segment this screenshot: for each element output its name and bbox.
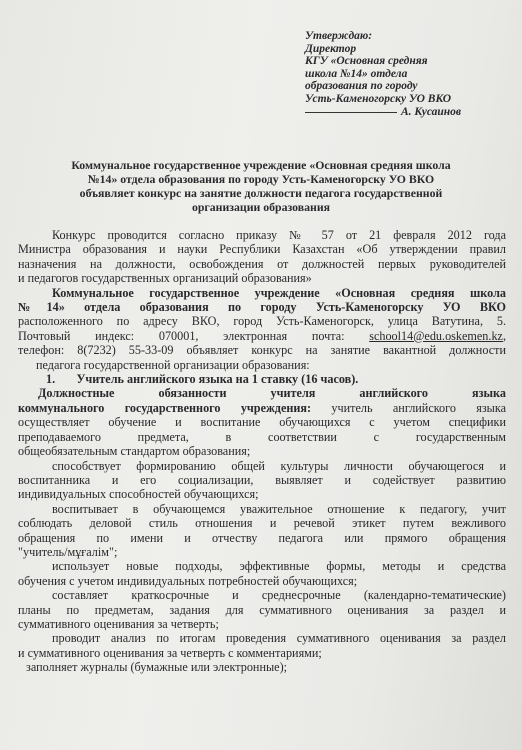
document-title bbox=[40, 158, 482, 214]
email-link[interactable]: school14@edu.oskemen.kz bbox=[369, 328, 503, 343]
approval-line: Утверждаю: bbox=[305, 30, 373, 42]
body-line: осуществляет обучение и воспитание обучающихся с учетом специфики bbox=[18, 415, 506, 430]
position-item: 1. Учитель английского языка на 1 ставку (16 часов). bbox=[46, 372, 359, 387]
body-line: Конкурс проводится согласно приказу № 57 от 21 февраля 2012 года bbox=[52, 228, 506, 242]
title-line: организации образования bbox=[191, 200, 331, 214]
body-line: обучения с учетом индивидуальных потребностей обучающихся; bbox=[18, 573, 358, 588]
body-line: индивидуальных способностей обучающихся; bbox=[18, 487, 259, 502]
body-line: проводит анализ по итогам проведения суммативного оценивания за раздел bbox=[52, 631, 506, 646]
approval-line: Усть-Каменогорску УО ВКО bbox=[305, 92, 452, 105]
body-line: №14» отдела образования по городу Усть-Каменогорску УО ВКО bbox=[18, 300, 506, 315]
duties-heading: Должностные обязанности учителя английского языка bbox=[38, 386, 506, 401]
signer-name: А. Кусаинов bbox=[401, 105, 462, 118]
duties-heading-bold: коммунального государственного учреждения: bbox=[18, 400, 312, 415]
signature-underline bbox=[305, 112, 397, 113]
body-line: телефон: 8(7232) 55-33-09 объявляет конкурс на занятие вакантной должности bbox=[18, 343, 506, 358]
body-line: педагога государственной организации образования: bbox=[36, 357, 310, 372]
title-line: объявляет конкурс на занятие должности педагога государственной bbox=[79, 186, 443, 200]
duties-heading-line bbox=[18, 401, 506, 415]
postal-text: Почтовый индекс: 070001, электронная почта: bbox=[18, 328, 370, 343]
title-line: №14» отдела образования по городу Усть-Каменогорску УО ВКО bbox=[87, 172, 435, 186]
body-line: Министра образования и науки Республики Казахстан «Об утверждении правил bbox=[18, 242, 506, 257]
approval-block bbox=[305, 30, 515, 118]
body-line: воспитывает в обучающемся уважительное отношение к педагогу, учит bbox=[52, 501, 506, 516]
body-line: Коммунальное государственное учреждение «Основная средняя школа bbox=[52, 285, 506, 300]
body-line: и суммативного оценивания за четверть с комментариями; bbox=[18, 645, 322, 660]
duties-heading-rest: учитель английского языка bbox=[311, 400, 507, 415]
body-line: способствует формированию общей культуры личности обучающегося и bbox=[52, 458, 506, 473]
title-line: Коммунальное государственное учреждение «Основная средняя школа bbox=[71, 158, 451, 172]
signature-line bbox=[305, 106, 515, 119]
body-line: назначения на должности, освобождения от должностей первых руководителей bbox=[18, 256, 506, 271]
document-body bbox=[18, 228, 506, 675]
body-line: расположенного по адресу ВКО, город Усть-Каменогорск, улица Ватутина, 5. bbox=[18, 314, 506, 329]
body-line: воспитанника и его социализации, выявляет и содействует развитию bbox=[18, 472, 506, 487]
body-line: суммативного оценивания за четверть; bbox=[18, 616, 219, 631]
body-line: использует новые подходы, эффективные формы, методы и средства bbox=[52, 559, 506, 574]
approval-line: школа №14» отдела bbox=[305, 67, 408, 80]
body-line: обращения по имени и отчеству педагога или прямого обращения bbox=[18, 530, 506, 545]
body-line: планы по предметам, задания для суммативного оценивания за раздел и bbox=[18, 602, 506, 617]
approval-line: КГУ «Основная средняя bbox=[305, 55, 428, 68]
body-line: составляет краткосрочные и среднесрочные (календарно-тематические) bbox=[52, 588, 506, 603]
body-line: "учитель/мұғалім"; bbox=[18, 544, 118, 559]
body-line bbox=[18, 329, 506, 343]
approval-line: Директор bbox=[305, 42, 357, 55]
postal-text-end: , bbox=[502, 328, 506, 343]
body-line: и педагогов государственных организаций образования» bbox=[18, 271, 312, 286]
body-line: общеобязательным стандартом образования; bbox=[18, 444, 251, 459]
body-line: соблюдать деловой стиль отношения и речевой этикет путем вежливого bbox=[18, 516, 506, 531]
body-line: преподаваемого предмета, в соответствии с государственным bbox=[18, 429, 506, 444]
body-line: заполняет журналы (бумажные или электронные); bbox=[26, 660, 288, 675]
approval-line: образования по городу bbox=[305, 80, 418, 93]
